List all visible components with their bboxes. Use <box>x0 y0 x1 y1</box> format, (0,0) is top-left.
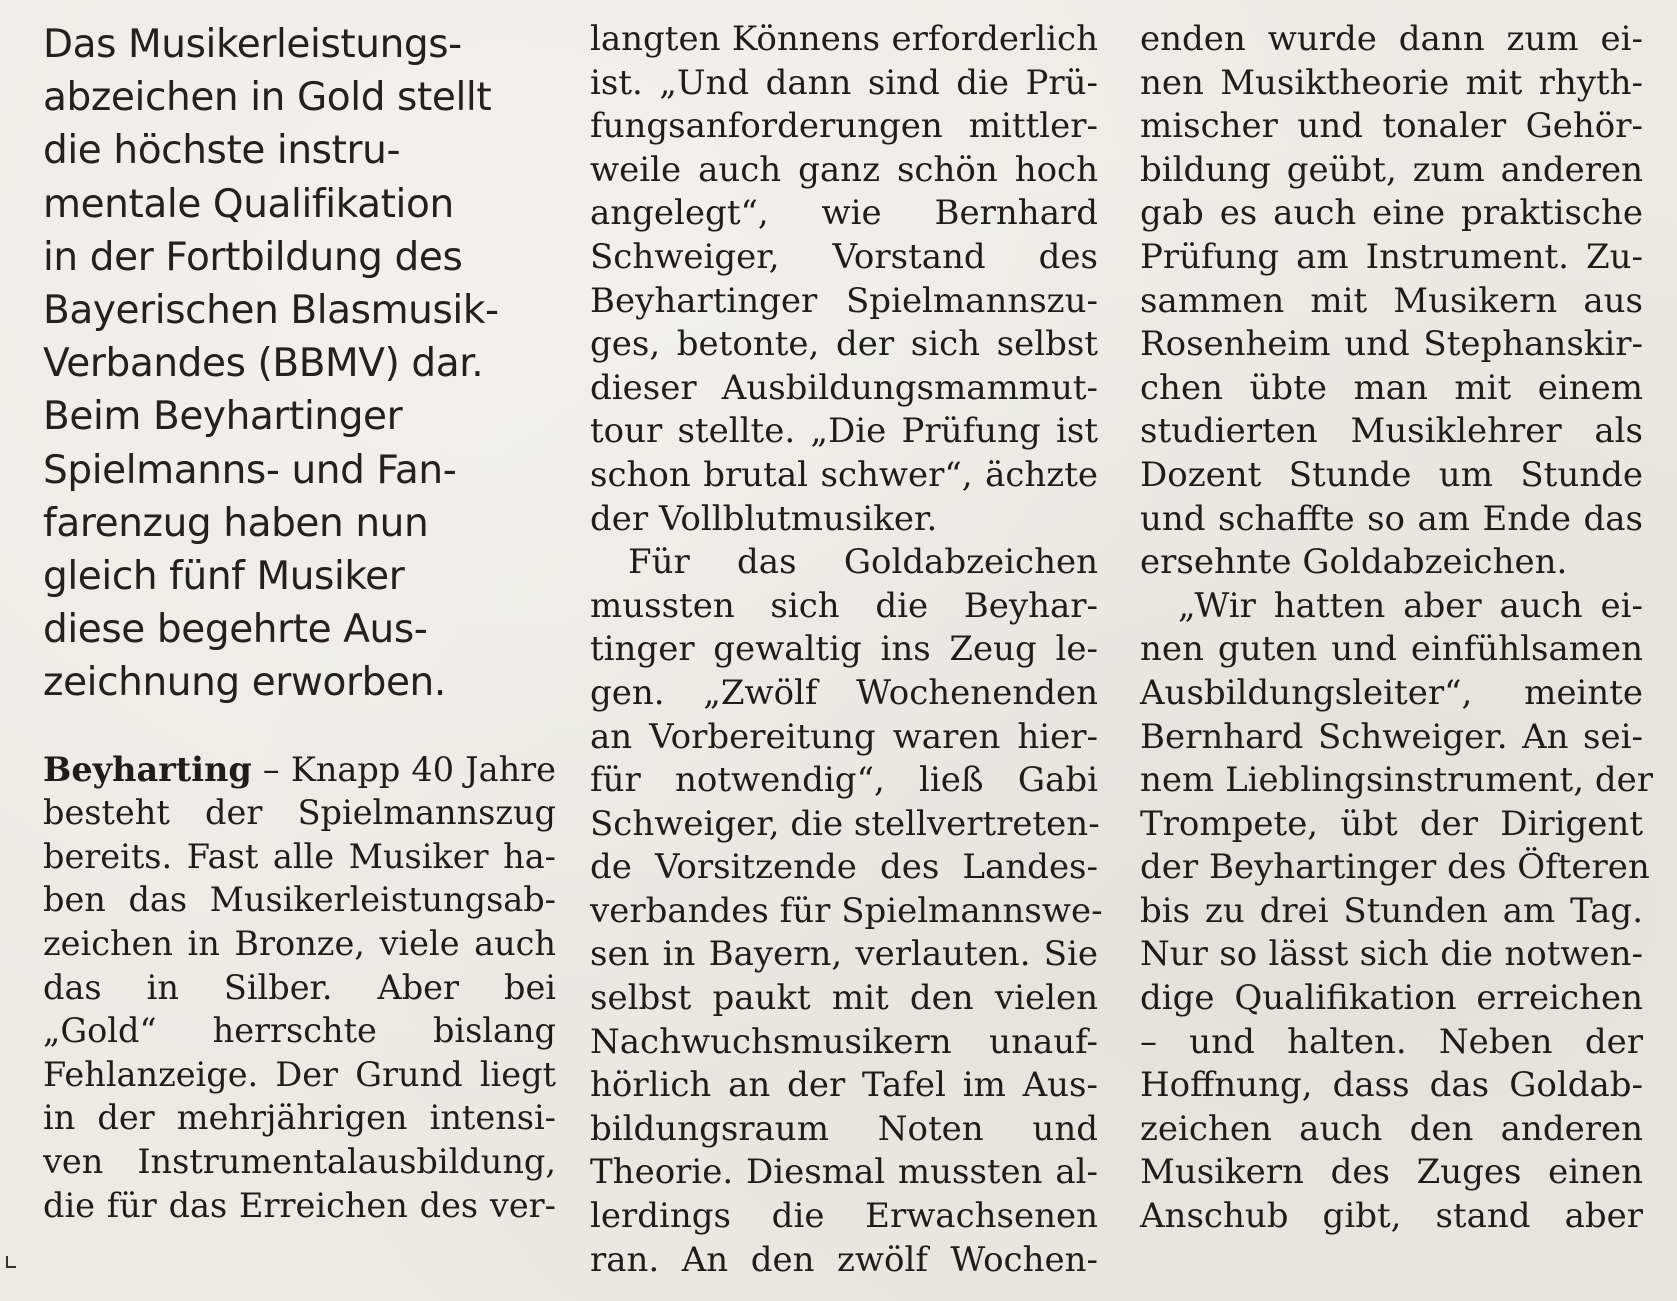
body-line: langten Könnens erforderlich <box>590 19 1098 59</box>
body-line: Nachwuchsmusikern unauf- <box>590 1021 1098 1062</box>
body-line: nem Lieblingsinstrument, der <box>1140 760 1653 801</box>
body-line: Für das Goldabzeichen <box>628 542 1098 583</box>
lead-line: Bayerischen Blasmusik- <box>43 288 499 334</box>
body-line: verbandes für Spielmannswe- <box>590 890 1103 931</box>
lead-line: Spielmanns- und Fan- <box>43 447 457 493</box>
lead-line: die höchste instru- <box>43 128 401 174</box>
body-line: Fehlanzeige. Der Grund liegt <box>43 1054 556 1094</box>
body-line: hörlich an der Tafel im Aus- <box>590 1065 1098 1106</box>
body-line: gen. „Zwölf Wochenenden <box>590 672 1098 713</box>
body-line: tour stellte. „Die Prüfung ist <box>590 411 1098 452</box>
article-body-col3 <box>1140 18 1653 1239</box>
body-line: zeichen in Bronze, viele auch <box>43 924 556 964</box>
body-line: die für das Erreichen des ver- <box>43 1185 556 1225</box>
body-line: dige Qualifikation erreichen <box>1140 978 1643 1019</box>
body-line: „Wir hatten aber auch ei- <box>1178 585 1643 626</box>
lead-line: Beim Beyhartinger <box>43 394 403 440</box>
column-3 <box>1140 18 1653 1239</box>
body-line: bis zu drei Stunden am Tag. <box>1140 890 1643 931</box>
lead-line: mentale Qualifikation <box>43 181 454 227</box>
body-line: mischer und tonaler Gehör- <box>1140 106 1643 147</box>
body-line: Ausbildungsleiter“, meinte <box>1140 672 1643 713</box>
body-line: besteht der Spielmannszug <box>43 793 556 833</box>
crop-mark <box>6 1256 16 1268</box>
body-line: für notwendig“, ließ Gabi <box>590 760 1098 801</box>
lead-line: Verbandes (BBMV) dar. <box>43 341 484 387</box>
body-line <box>43 748 556 792</box>
body-line: enden wurde dann zum ei- <box>1140 19 1643 59</box>
body-line: angelegt“, wie Bernhard <box>590 193 1098 234</box>
body-line: Beyhartinger Spielmannszu- <box>590 280 1098 321</box>
body-line: schon brutal schwer“, ächzte <box>590 454 1098 495</box>
body-line: Nur so lässt sich die notwen- <box>1140 934 1643 975</box>
body-line: bereits. Fast alle Musiker ha- <box>43 836 556 876</box>
body-line: Musikern des Zuges einen <box>1140 1152 1643 1193</box>
body-line: Prüfung am Instrument. Zu- <box>1140 236 1643 277</box>
lead-line: gleich fünf Musiker <box>43 554 405 600</box>
body-line: dieser Ausbildungsmammut- <box>590 367 1098 408</box>
body-line: nen Musiktheorie mit rhyth- <box>1140 62 1643 103</box>
body-line: Hoffnung, dass das Goldab- <box>1140 1065 1643 1106</box>
body-line: nen guten und einfühlsamen <box>1140 629 1643 670</box>
lead-line: farenzug haben nun <box>43 500 429 546</box>
body-line: an Vorbereitung waren hier- <box>590 716 1098 757</box>
body-line: weile auch ganz schön hoch <box>590 149 1098 190</box>
column-2 <box>590 18 1103 1282</box>
body-line: lerdings die Erwachsenen <box>590 1196 1098 1237</box>
body-line: ran. An den zwölf Wochen- <box>590 1239 1098 1280</box>
body-line: selbst paukt mit den vielen <box>590 978 1098 1019</box>
lead-line: abzeichen in Gold stellt <box>43 75 492 121</box>
body-line: – und halten. Neben der <box>1140 1021 1643 1062</box>
dateline: Beyharting <box>43 749 252 789</box>
body-line: ist. „Und dann sind die Prü- <box>590 62 1098 103</box>
body-line: de Vorsitzende des Landes- <box>590 847 1098 888</box>
body-line: zeichen auch den anderen <box>1140 1108 1643 1149</box>
body-line: Schweiger, Vorstand des <box>590 236 1098 277</box>
lead-line: diese begehrte Aus- <box>43 607 428 653</box>
body-line: Dozent Stunde um Stunde <box>1140 454 1643 495</box>
body-line: das in Silber. Aber bei <box>43 967 556 1007</box>
body-line: studierten Musiklehrer als <box>1140 411 1643 452</box>
body-line: Bernhard Schweiger. An sei- <box>1140 716 1643 757</box>
lead-line: in der Fortbildung des <box>43 234 463 280</box>
article-body-col1 <box>43 748 556 1228</box>
column-1 <box>43 18 556 1227</box>
article-body-col2 <box>590 18 1103 1282</box>
body-line: ben das Musikerleistungsab- <box>43 880 556 920</box>
body-line: „Gold“ herrschte bislang <box>43 1011 556 1051</box>
body-line: mussten sich die Beyhar- <box>590 585 1098 626</box>
body-line: sammen mit Musikern aus <box>1140 280 1643 321</box>
body-line: fungsanforderungen mittler- <box>590 106 1098 147</box>
body-line: tinger gewaltig ins Zeug le- <box>590 629 1098 670</box>
body-line: bildungsraum Noten und <box>590 1108 1098 1149</box>
body-line: ges, betonte, der sich selbst <box>590 324 1098 365</box>
body-line: sen in Bayern, verlauten. Sie <box>590 934 1098 975</box>
body-line: ersehnte Goldabzeichen. <box>1140 542 1568 583</box>
dateline-rest: – Knapp 40 Jahre <box>251 749 556 789</box>
body-line: der Beyhartinger des Öfteren <box>1140 847 1650 888</box>
body-line: bildung geübt, zum anderen <box>1140 149 1643 190</box>
lead-paragraph <box>43 18 556 710</box>
body-line: der Vollblutmusiker. <box>590 498 938 539</box>
body-line: und schaffte so am Ende das <box>1140 498 1643 539</box>
lead-line: zeichnung erworben. <box>43 660 446 706</box>
body-line: Theorie. Diesmal mussten al- <box>590 1152 1098 1193</box>
body-line: gab es auch eine praktische <box>1140 193 1643 234</box>
body-line: in der mehrjährigen intensi- <box>43 1098 556 1138</box>
body-line: Anschub gibt, stand aber <box>1140 1196 1643 1237</box>
body-line: chen übte man mit einem <box>1140 367 1643 408</box>
body-line: Trompete, übt der Dirigent <box>1140 803 1643 844</box>
body-line: ven Instrumentalausbildung, <box>43 1141 556 1181</box>
lead-line: Das Musikerleistungs- <box>43 22 462 67</box>
body-line: Schweiger, die stellvertreten- <box>590 803 1100 844</box>
body-line: Rosenheim und Stephanskir- <box>1140 324 1643 365</box>
